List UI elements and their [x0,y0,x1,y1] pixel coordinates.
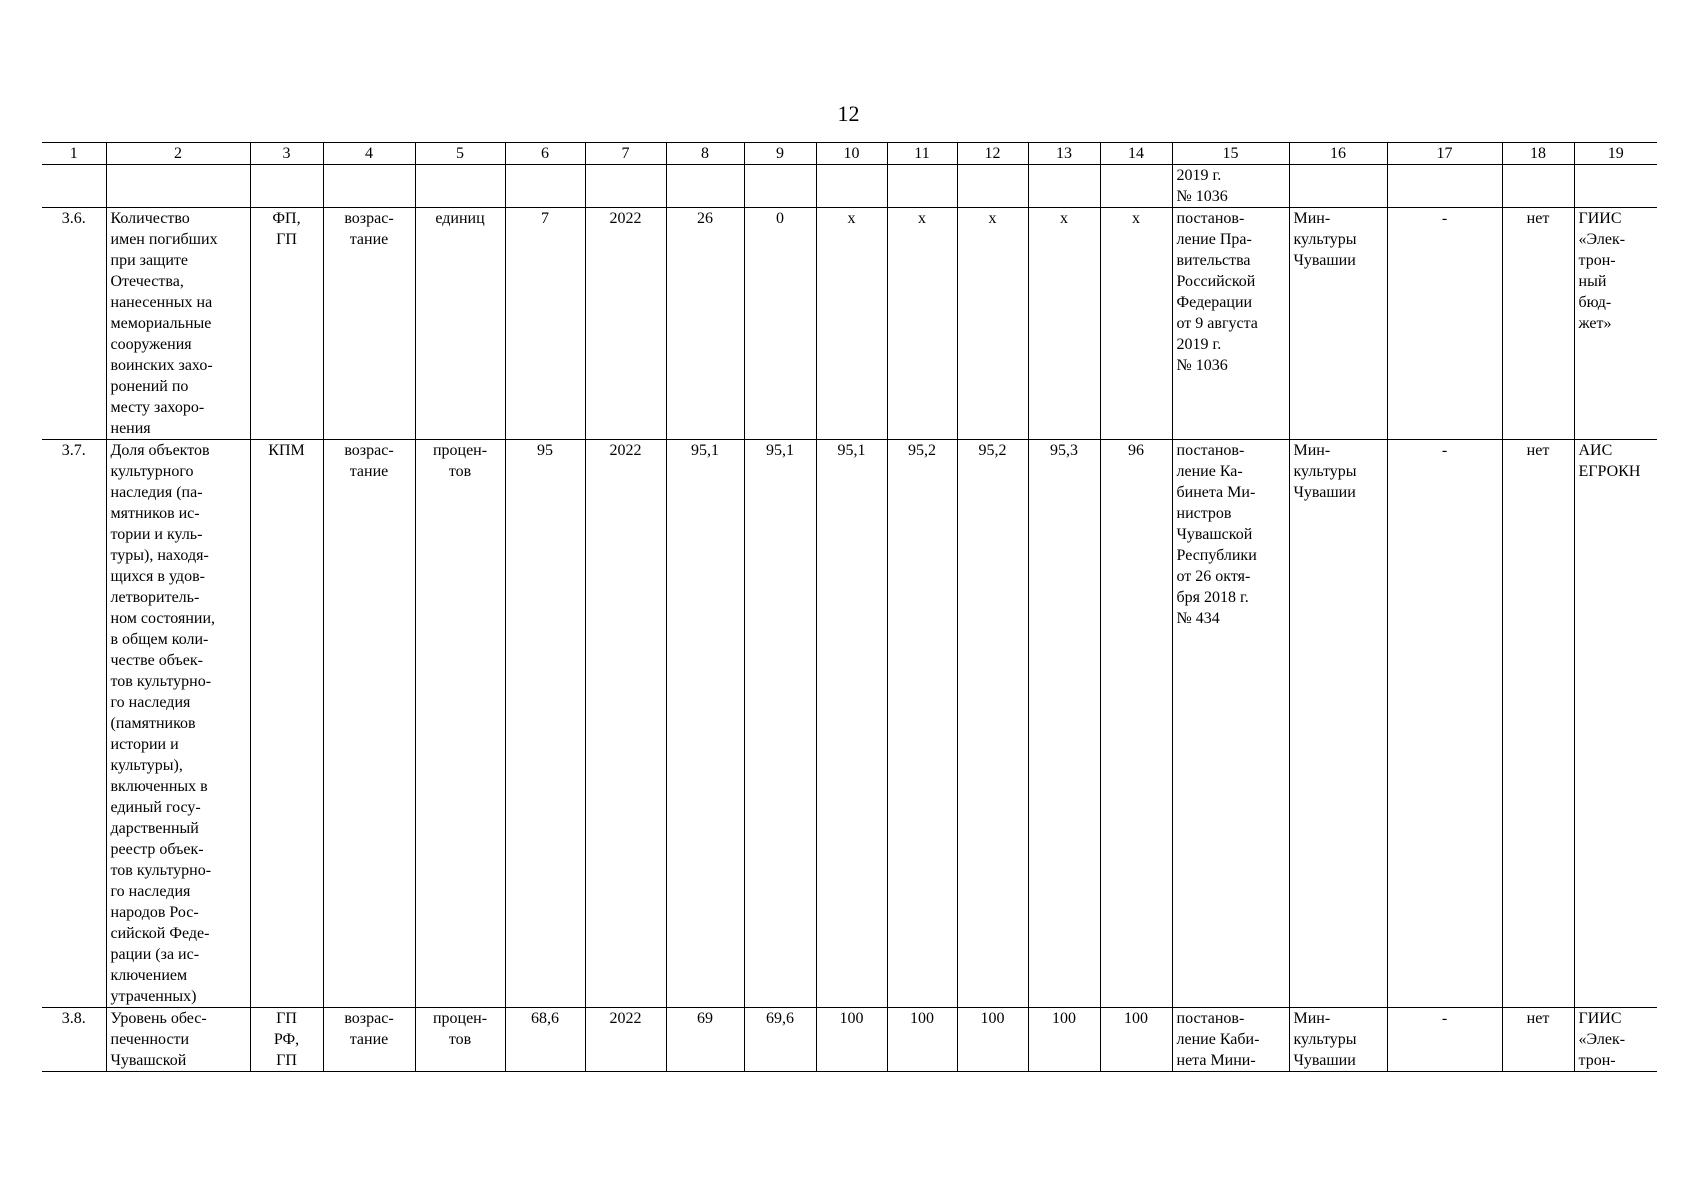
col-type-cell: ФП, ГП [250,208,323,440]
col-2025-cell: 100 [816,1008,887,1072]
col-indicator-cell: Количество имен погибших при защите Отечества, нанесенных на мемориальные сооружения воинских захо- ронений по месту захоро- нения [106,208,250,440]
col-2027-cell: х [957,208,1028,440]
col-2025-cell: х [816,208,887,440]
table-row [42,1008,1657,1072]
col-responsible-cell: Мин- культуры Чувашии [1289,440,1387,1008]
header-cell-col-2030: 14 [1100,143,1172,165]
col-2023-cell: 26 [666,208,744,440]
col-2030-cell [1100,165,1172,208]
col-unit-cell: процен- тов [415,1008,505,1072]
table-row [42,165,1657,208]
col-related-cell [1387,165,1502,208]
col-2030-cell: х [1100,208,1172,440]
col-decomposition-cell: нет [1502,440,1574,1008]
col-2024-cell: 95,1 [744,440,816,1008]
table-row [42,208,1657,440]
table-header-row [42,143,1657,165]
col-unit-cell: единиц [415,208,505,440]
header-cell-col-number: 1 [42,143,106,165]
col-type-cell [250,165,323,208]
col-responsible-cell: Мин- культуры Чувашии [1289,208,1387,440]
col-direction-cell: возрас- тание [323,208,415,440]
header-cell-col-basis-document: 15 [1172,143,1289,165]
col-direction-cell: возрас- тание [323,1008,415,1072]
header-cell-col-2028: 13 [1028,143,1100,165]
col-related-cell: - [1387,1008,1502,1072]
col-2023-cell [666,165,744,208]
header-cell-col-base-year: 7 [585,143,666,165]
col-direction-cell: возрас- тание [323,440,415,1008]
header-cell-col-2023: 8 [666,143,744,165]
col-decomposition-cell [1502,165,1574,208]
col-2025-cell: 95,1 [816,440,887,1008]
col-2024-cell: 0 [744,208,816,440]
header-cell-col-2024: 9 [744,143,816,165]
col-basis-document-cell: 2019 г. № 1036 [1172,165,1289,208]
col-related-cell: - [1387,440,1502,1008]
header-cell-col-related: 17 [1387,143,1502,165]
col-responsible-cell: Мин- культуры Чувашии [1289,1008,1387,1072]
col-base-value-cell: 68,6 [505,1008,585,1072]
header-cell-col-2026: 11 [887,143,957,165]
col-2023-cell: 95,1 [666,440,744,1008]
col-2027-cell: 100 [957,1008,1028,1072]
header-cell-col-information-system: 19 [1574,143,1657,165]
col-base-value-cell [505,165,585,208]
col-2028-cell [1028,165,1100,208]
col-2026-cell [887,165,957,208]
col-direction-cell [323,165,415,208]
col-number-cell: 3.6. [42,208,106,440]
col-information-system-cell [1574,165,1657,208]
col-2024-cell [744,165,816,208]
col-2026-cell: х [887,208,957,440]
col-2028-cell: 95,3 [1028,440,1100,1008]
header-cell-col-decomposition: 18 [1502,143,1574,165]
col-base-year-cell [585,165,666,208]
header-cell-col-2027: 12 [957,143,1028,165]
col-number-cell: 3.8. [42,1008,106,1072]
col-2030-cell: 96 [1100,440,1172,1008]
col-base-year-cell: 2022 [585,1008,666,1072]
col-2026-cell: 100 [887,1008,957,1072]
header-cell-col-indicator: 2 [106,143,250,165]
col-base-value-cell: 95 [505,440,585,1008]
col-base-year-cell: 2022 [585,208,666,440]
table-row [42,440,1657,1008]
col-indicator-cell: Уровень обес- печенности Чувашской [106,1008,250,1072]
col-indicator-cell [106,165,250,208]
page-number: 12 [837,101,860,126]
col-base-year-cell: 2022 [585,440,666,1008]
col-basis-document-cell: постанов- ление Пра- вительства Российской Федерации от 9 августа 2019 г. № 1036 [1172,208,1289,440]
col-base-value-cell: 7 [505,208,585,440]
col-basis-document-cell: постанов- ление Каби- нета Мини- [1172,1008,1289,1072]
col-related-cell: - [1387,208,1502,440]
col-2024-cell: 69,6 [744,1008,816,1072]
col-information-system-cell: ГИИС «Элек- трон- ный бюд- жет» [1574,208,1657,440]
col-unit-cell: процен- тов [415,440,505,1008]
col-2026-cell: 95,2 [887,440,957,1008]
col-type-cell: ГП РФ, ГП [250,1008,323,1072]
col-information-system-cell: АИС ЕГРОКН [1574,440,1657,1008]
col-decomposition-cell: нет [1502,208,1574,440]
col-decomposition-cell: нет [1502,1008,1574,1072]
col-number-cell [42,165,106,208]
col-information-system-cell: ГИИС «Элек- трон- [1574,1008,1657,1072]
col-responsible-cell [1289,165,1387,208]
col-2030-cell: 100 [1100,1008,1172,1072]
col-type-cell: КПМ [250,440,323,1008]
col-2028-cell: 100 [1028,1008,1100,1072]
header-cell-col-direction: 4 [323,143,415,165]
col-unit-cell [415,165,505,208]
header-cell-col-2025: 10 [816,143,887,165]
indicators-table [42,142,1657,1072]
header-cell-col-base-value: 6 [505,143,585,165]
header-cell-col-unit: 5 [415,143,505,165]
col-2027-cell [957,165,1028,208]
col-basis-document-cell: постанов- ление Ка- бинета Ми- нистров Чувашской Республики от 26 октя- бря 2018 г. № 434 [1172,440,1289,1008]
col-number-cell: 3.7. [42,440,106,1008]
col-2028-cell: х [1028,208,1100,440]
col-2023-cell: 69 [666,1008,744,1072]
header-cell-col-responsible: 16 [1289,143,1387,165]
col-2025-cell [816,165,887,208]
header-cell-col-type: 3 [250,143,323,165]
col-indicator-cell: Доля объектов культурного наследия (па- мятников ис- тории и куль- туры), находя- щихся в удов- летворитель- ном состоянии, в общем коли- честве объек- тов культурно- го наследия (памятников истории и культуры), включенных в единый госу- дарственный реестр объек- тов культурно- го наследия народов Рос- сийской Феде- рации (за ис- ключением утраченных) [106,440,250,1008]
col-2027-cell: 95,2 [957,440,1028,1008]
